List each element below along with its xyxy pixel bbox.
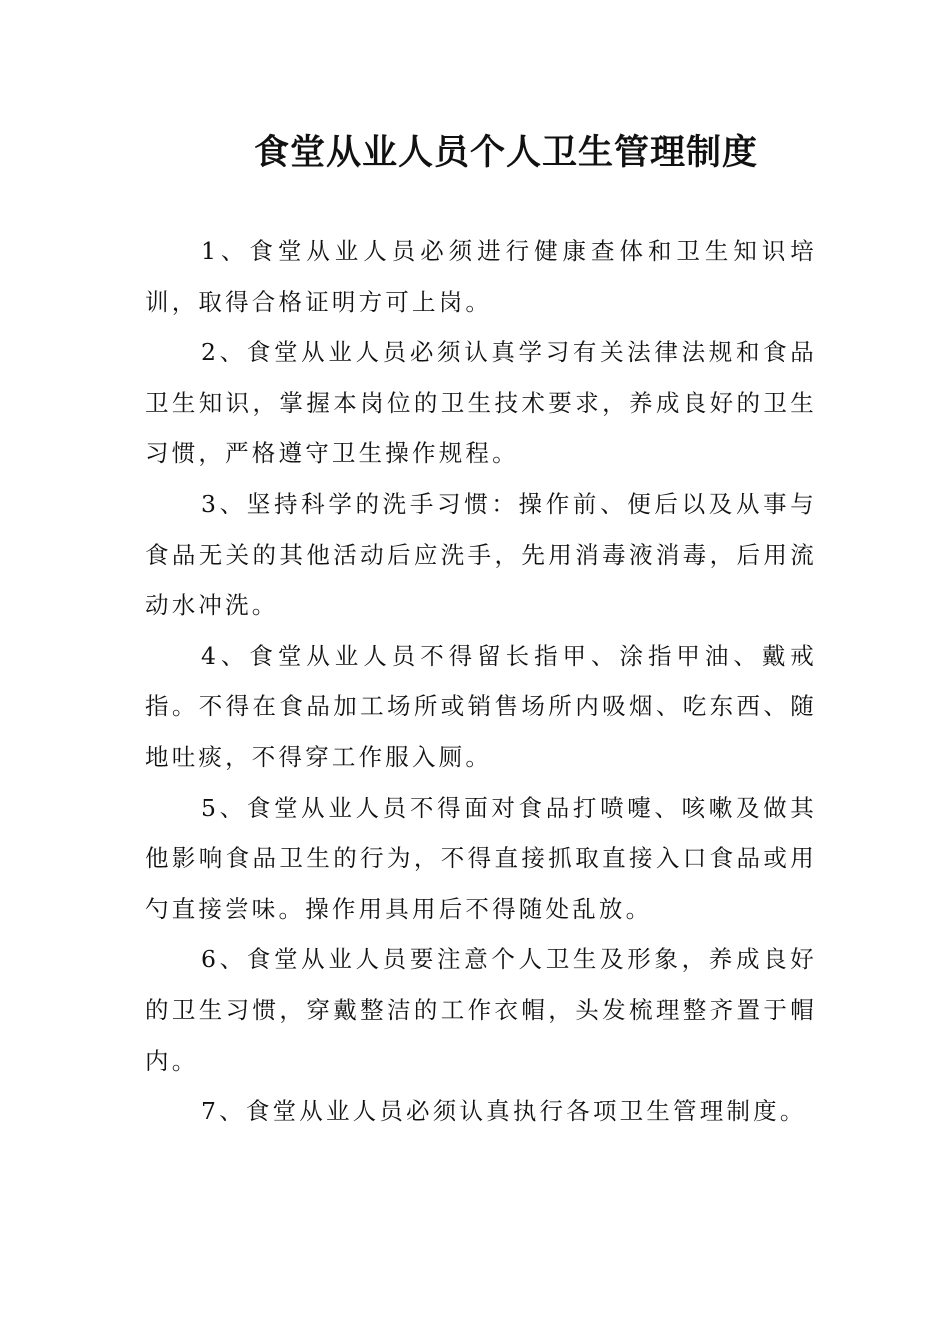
paragraph-1: 1、食堂从业人员必须进行健康查体和卫生知识培训，取得合格证明方可上岗。 (145, 237, 817, 316)
paragraph-3: 3、坚持科学的洗手习惯：操作前、便后以及从事与食品无关的其他活动后应洗手，先用消毒液消毒，后用流动水冲洗。 (145, 489, 817, 620)
paragraph-5: 5、食堂从业人员不得面对食品打喷嚏、咳嗽及做其他影响食品卫生的行为，不得直接抓取直接入口食品或用勺直接尝味。操作用具用后不得随处乱放。 (145, 793, 817, 923)
paragraph-7: 7、食堂从业人员必须认真执行各项卫生管理制度。 (201, 1097, 807, 1126)
paragraph-4: 4、食堂从业人员不得留长指甲、涂指甲油、戴戒指。不得在食品加工场所或销售场所内吸烟、吃东西、随地吐痰，不得穿工作服入厕。 (145, 641, 817, 771)
paragraph-2: 2、食堂从业人员必须认真学习有关法律法规和食品卫生知识，掌握本岗位的卫生技术要求，养成良好的卫生习惯，严格遵守卫生操作规程。 (145, 338, 817, 468)
paragraph-6: 6、食堂从业人员要注意个人卫生及形象，养成良好的卫生习惯，穿戴整洁的工作衣帽，头发梳理整齐置于帽内。 (145, 945, 817, 1075)
document-body (145, 226, 817, 1137)
document-title: 食堂从业人员个人卫生管理制度 (253, 132, 758, 173)
